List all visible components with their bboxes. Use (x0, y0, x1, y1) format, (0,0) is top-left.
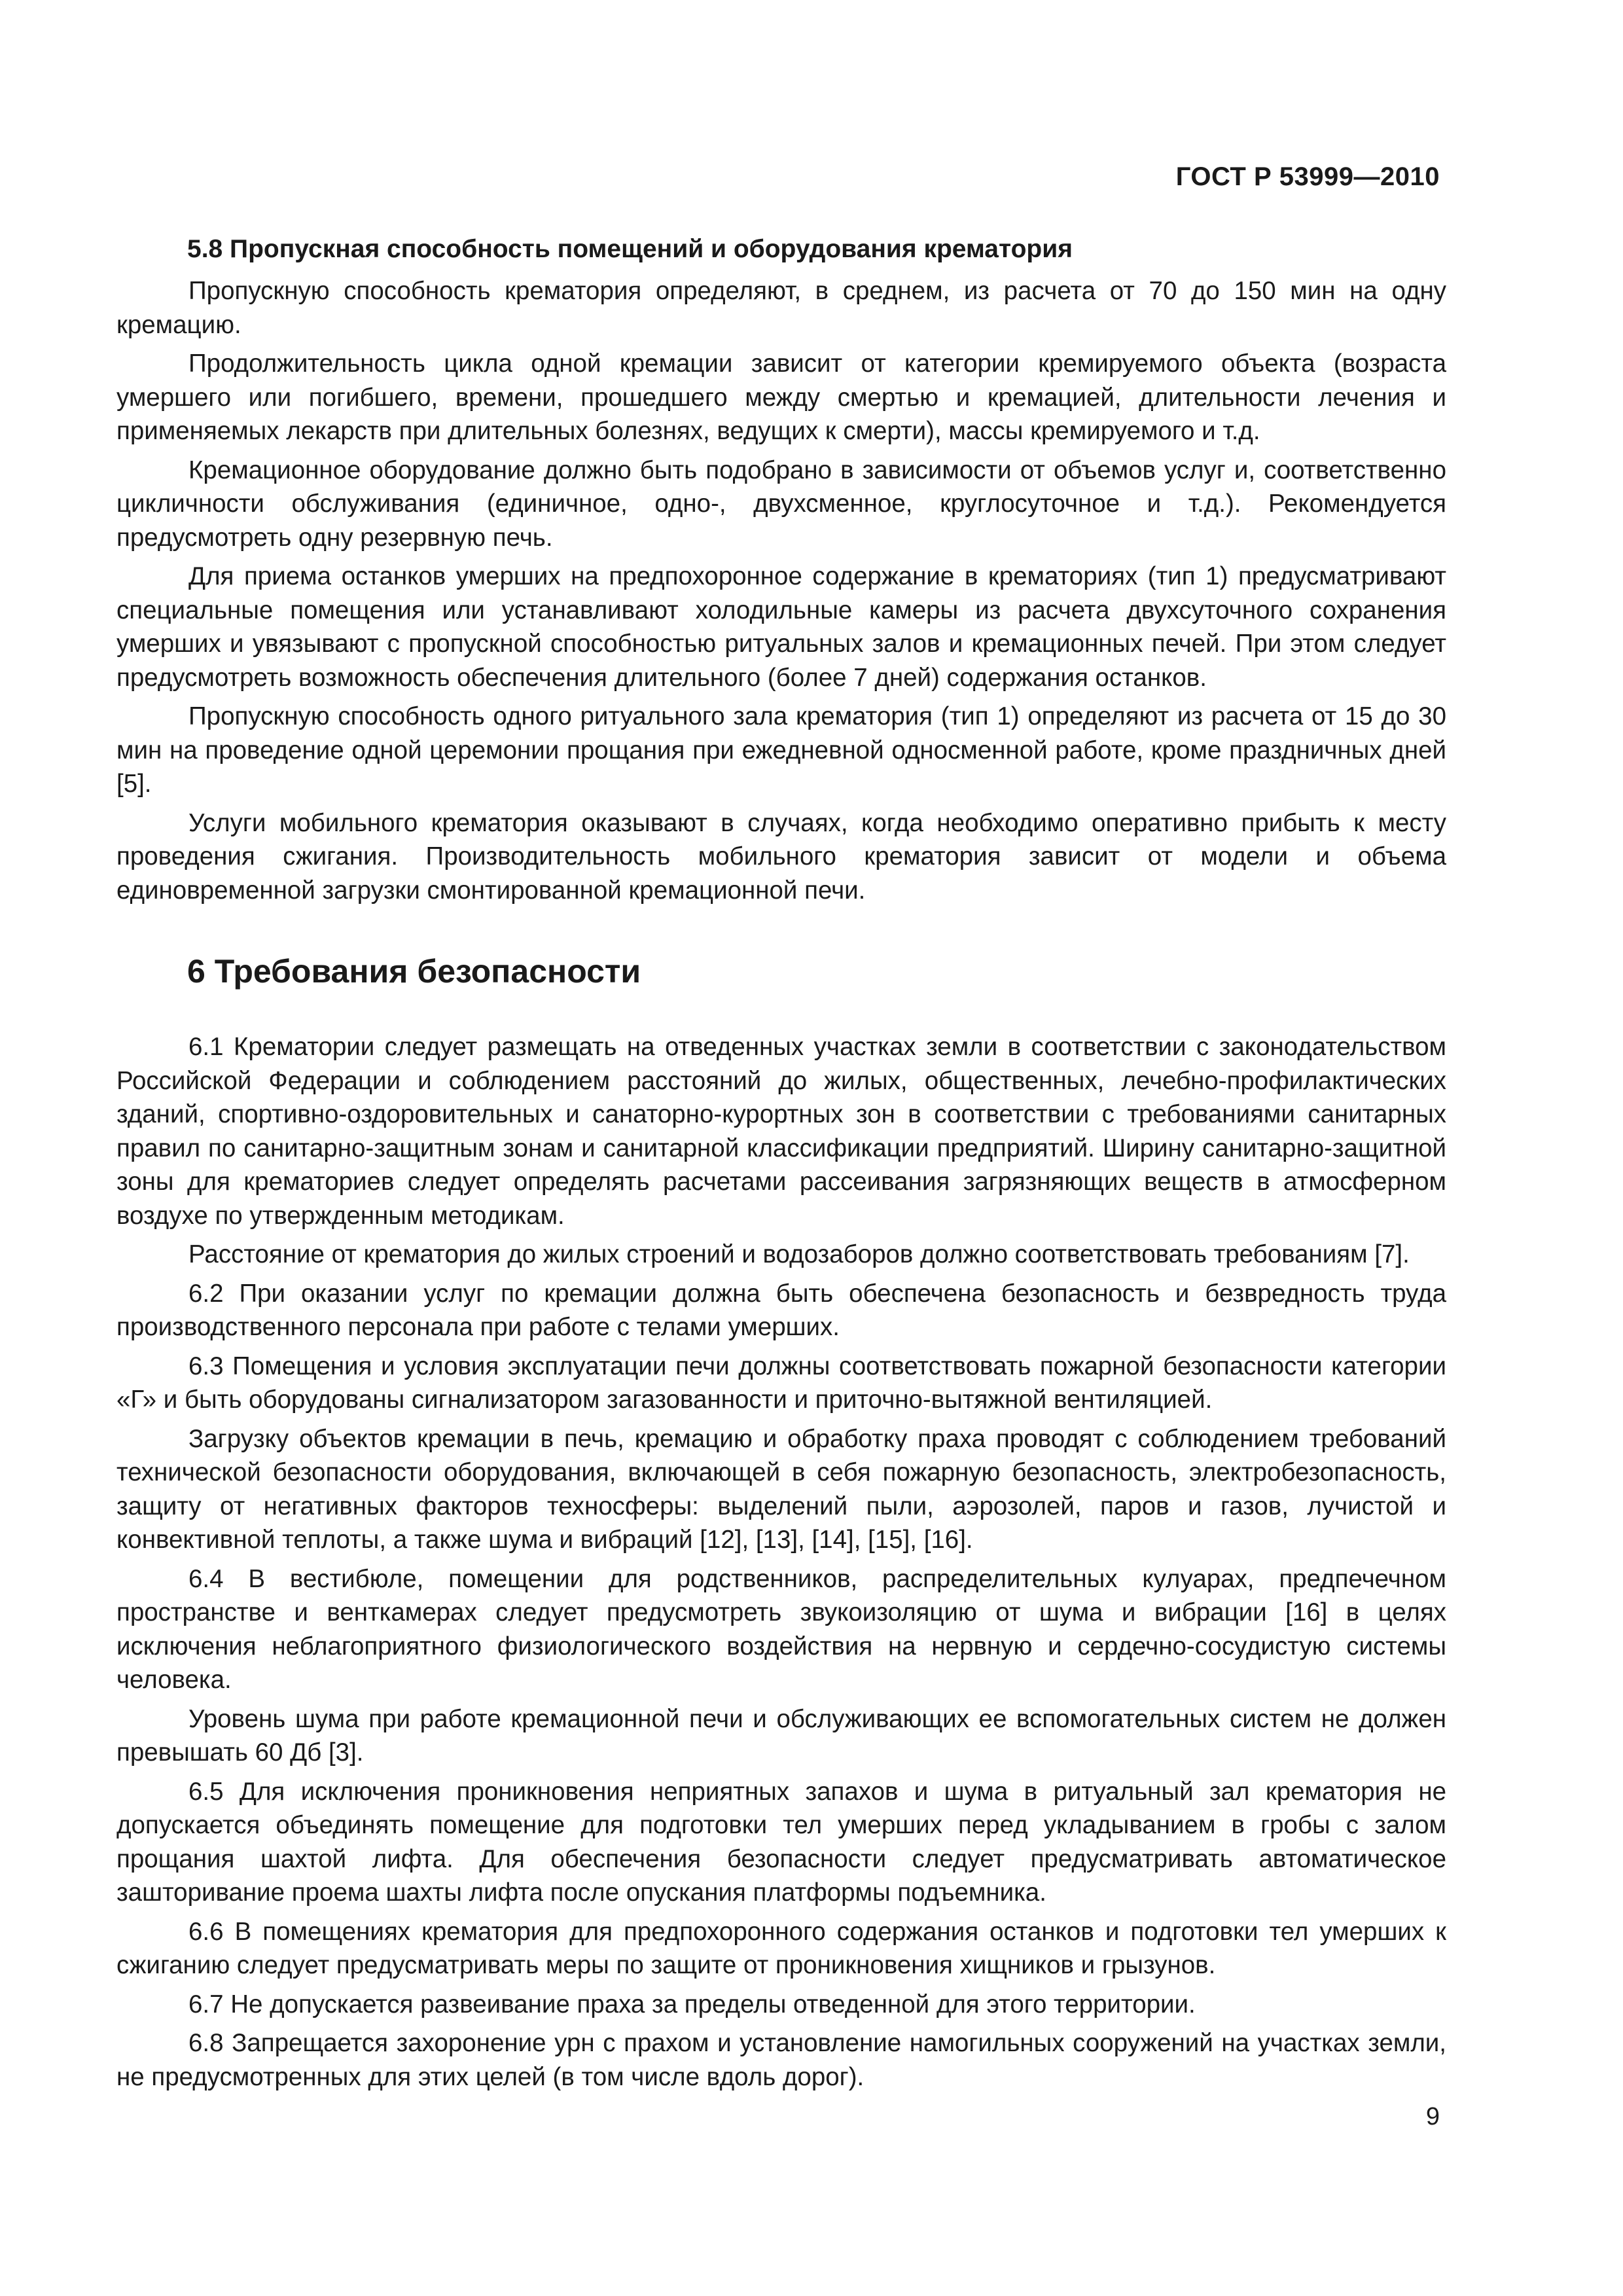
paragraph: Пропускную способность одного ритуального зала крематория (тип 1) определяют из расчета от 15 до 30 мин на проведение одной церемонии прощания при ежедневной односменной работе, кроме праздничных дней [5]. (116, 702, 1446, 798)
paragraph: 6.2 При оказании услуг по кремации должна быть обеспечена безопасность и безвредность труда производственного персонала при работе с телами умерших. (116, 1279, 1446, 1341)
paragraph: 6.3 Помещения и условия эксплуатации печи должны соответствовать пожарной безопасности категории «Г» и быть оборудованы сигнализатором загазованности и приточно-вытяжной вентиляцией. (116, 1352, 1446, 1414)
paragraph: Пропускную способность крематория определяют, в среднем, из расчета от 70 до 150 мин на одну кремацию. (116, 277, 1446, 339)
subsection-heading-5-8: 5.8 Пропускная способность помещений и оборудования крематория (187, 235, 1073, 263)
paragraph: Кремационное оборудование должно быть подобрано в зависимости от объемов услуг и, соответственно цикличности обслуживания (единичное, одно-, двухсменное, круглосуточное и т.д.). Рекомендуется предусмотреть одну резервную печь. (116, 456, 1446, 552)
paragraph: Загрузку объектов кремации в печь, кремацию и обработку праха проводят с соблюдением требований технической безопасности оборудования, включающей в себя пожарную безопасность, электробезопасность, защиту от негативных факторов техносферы: выделений пыли, аэрозолей, паров и газов, лучистой и конвективной теплоты, а также шума и вибраций [12], [13], [14], [15], [16]. (116, 1424, 1446, 1554)
paragraph: Услуги мобильного крематория оказывают в случаях, когда необходимо оперативно прибыть к месту проведения сжигания. Производительность мобильного крематория зависит от модели и объема единовременной загрузки смонтированной кремационной печи. (116, 808, 1446, 905)
paragraph: 6.1 Крематории следует размещать на отведенных участках земли в соответствии с законодательством Российской Федерации и соблюдением расстояний до жилых, общественных, лечебно-профилактических зданий, спортивно-оздоровительных и санаторно-курортных зон в соответствии с требованиями санитарных правил по санитарно-защитным зонам и санитарной классификации предприятий. Ширину санитарно-защитной зоны для крематориев следует определять расчетами рассеивания загрязняющих веществ в атмосферном воздухе по утвержденным методикам. (116, 1033, 1446, 1230)
paragraph: Уровень шума при работе кремационной печи и обслуживающих ее вспомогательных систем не должен превышать 60 Дб [3]. (116, 1704, 1446, 1767)
paragraph: Продолжительность цикла одной кремации зависит от категории кремируемого объекта (возраста умершего или погибшего, времени, прошедшего между смертью и кремацией, длительности лечения и применяемых лекарств при длительных болезнях, ведущих к смерти), массы кремируемого и т.д. (116, 350, 1446, 445)
paragraph: 6.7 Не допускается развеивание праха за пределы отведенной для этого территории. (188, 1990, 1196, 2018)
paragraph: 6.6 В помещениях крематория для предпохоронного содержания останков и подготовки тел умерших к сжиганию следует предусматривать меры по защите от проникновения хищников и грызунов. (116, 1917, 1446, 1979)
document-code-header: ГОСТ Р 53999—2010 (1175, 162, 1440, 191)
paragraph: 6.4 В вестибюле, помещении для родственников, распределительных кулуарах, предпечечном пространстве и венткамерах следует предусмотреть звукоизоляцию от шума и вибрации [16] в целях исключения неблагоприятного физиологического воздействия на нервную и сердечно-сосудистую системы человека. (116, 1564, 1446, 1694)
paragraph: 6.5 Для исключения проникновения неприятных запахов и шума в ритуальный зал крематория не допускается объединять помещение для подготовки тел умерших перед укладыванием в гробы с залом прощания шахтой лифта. Для обеспечения безопасности следует предусматривать автоматическое зашторивание проема шахты лифта после опускания платформы подъемника. (116, 1777, 1446, 1907)
section-title-6: 6 Требования безопасности (187, 953, 641, 990)
paragraph: Расстояние от крематория до жилых строений и водозаборов должно соответствовать требованиям [7]. (188, 1240, 1410, 1268)
paragraph: Для приема останков умерших на предпохоронное содержание в крематориях (тип 1) предусматривают специальные помещения или устанавливают холодильные камеры из расчета двухсуточного сохранения умерших и увязывают с пропускной способностью ритуальных залов и кремационных печей. При этом следует предусмотреть возможность обеспечения длительного (более 7 дней) содержания останков. (116, 562, 1446, 692)
page-content (116, 232, 1446, 2099)
page-number: 9 (1425, 2103, 1440, 2130)
paragraph: 6.8 Запрещается захоронение урн с прахом и установление намогильных сооружений на участках земли, не предусмотренных для этих целей (в том числе вдоль дорог). (116, 2029, 1446, 2091)
